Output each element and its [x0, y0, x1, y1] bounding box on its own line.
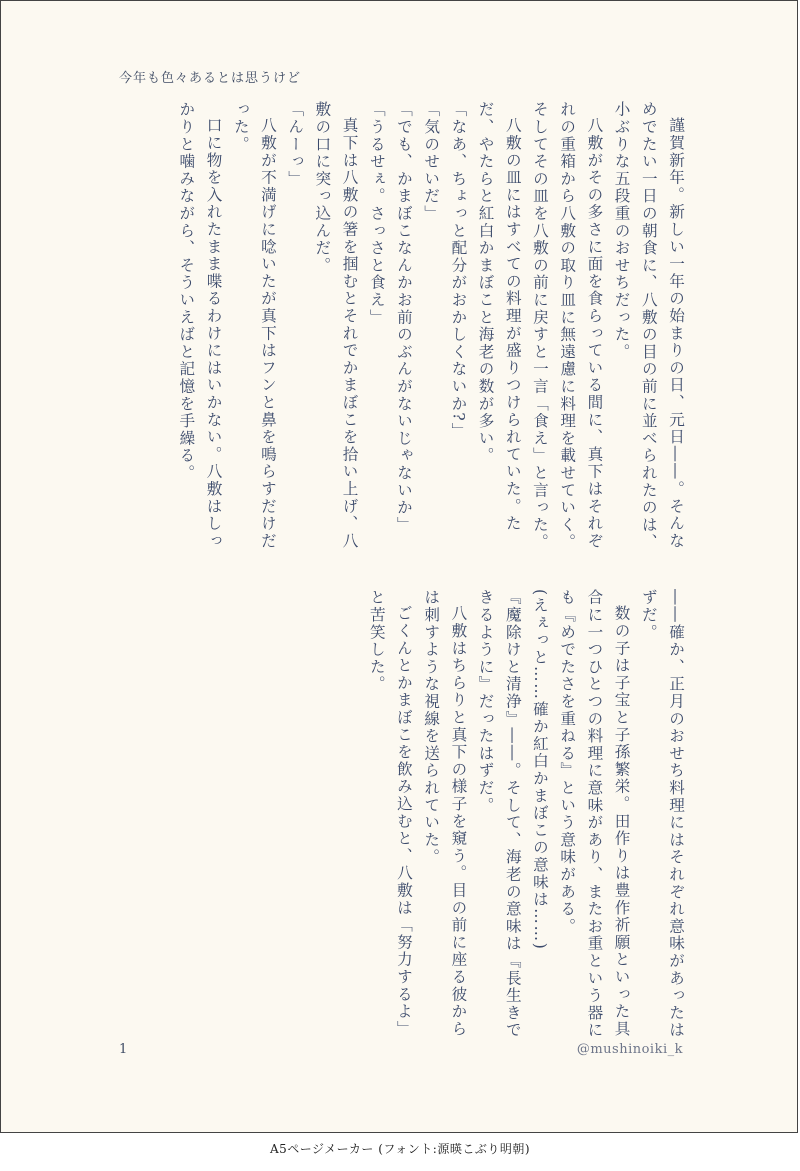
running-title: 今年も色々あるとは思うけど — [119, 71, 302, 86]
paragraph: 謹賀新年。新しい一年の始まりの日、元日――。そんなめでたい一日の朝食に、八敷の目の前に並べられたのは、小ぶりな五段重のおせちだった。 — [612, 101, 685, 551]
author-handle: @mushinoiki_k — [576, 1042, 683, 1057]
paragraph: 八敷はちらりと真下の様子を窺う。目の前に座る彼からは刺すような視線を送られていた。 — [422, 589, 468, 1038]
footer-caption: A5ページメーカー (フォント:源暎こぶり明朝) — [269, 1142, 531, 1156]
dialogue-line: 「でも、かまぼこなんかお前のぶんがないじゃないか」 — [394, 101, 413, 534]
paragraph: 八敷の皿にはすべての料理が盛りつけられていた。ただ、やたらと紅白かまぼこと海老の数が多い。 — [476, 101, 522, 532]
paragraph: 口に物を入れたまま喋るわけにはいかない。八敷はしっかりと噛みながら、そういえばと記憶を手繰る。 — [177, 101, 223, 550]
paragraph: 八敷がその多さに面を食らっている間に、真下はそれぞれの重箱から八敷の取り皿に無遠慮に料理を載せていく。そしてその皿を八敷の前に戻すと一言「食え」と言った。 — [530, 101, 604, 551]
paragraph: 『魔除けと清浄』――。そして、海老の意味は『長生きできるように』だったはずだ。 — [476, 589, 522, 1039]
body-text-upper — [104, 101, 689, 551]
paragraph: ――確か、正月のおせち料理にはそれぞれ意味があったはずだ。 — [639, 589, 685, 1039]
dialogue-line: 「なあ、ちょっと配分がおかしくないか?」 — [449, 101, 468, 440]
paragraph: 真下は八敷の箸を掴むとそれでかまぼこを拾い上げ、八敷の口に突っ込んだ。 — [313, 101, 359, 550]
dialogue-line: 「うるせぇ。さっさと食え」 — [367, 101, 386, 326]
inner-thought-line: (えぇっと……確か紅白かまぼこの意味は……) — [530, 589, 549, 951]
body-text-lower — [329, 589, 689, 1039]
paragraph: 八敷が不満げに唸いたが真下はフンと鼻を鳴らすだけだった。 — [231, 101, 277, 550]
paragraph: ごくんとかまぼこを飲み込むと、八敷は「努力するよ」と苦笑した。 — [367, 589, 413, 1038]
dialogue-line: 「んーっ」 — [286, 101, 305, 188]
dialogue-line: 「気のせいだ」 — [422, 101, 441, 223]
page-number: 1 — [119, 1042, 128, 1057]
paragraph: 数の子は子宝と子孫繁栄。田作りは豊作祈願といった具合に一つひとつの料理に意味があり、またお重という器にも『めでたさを重ねる』という意味がある。 — [558, 589, 631, 1039]
